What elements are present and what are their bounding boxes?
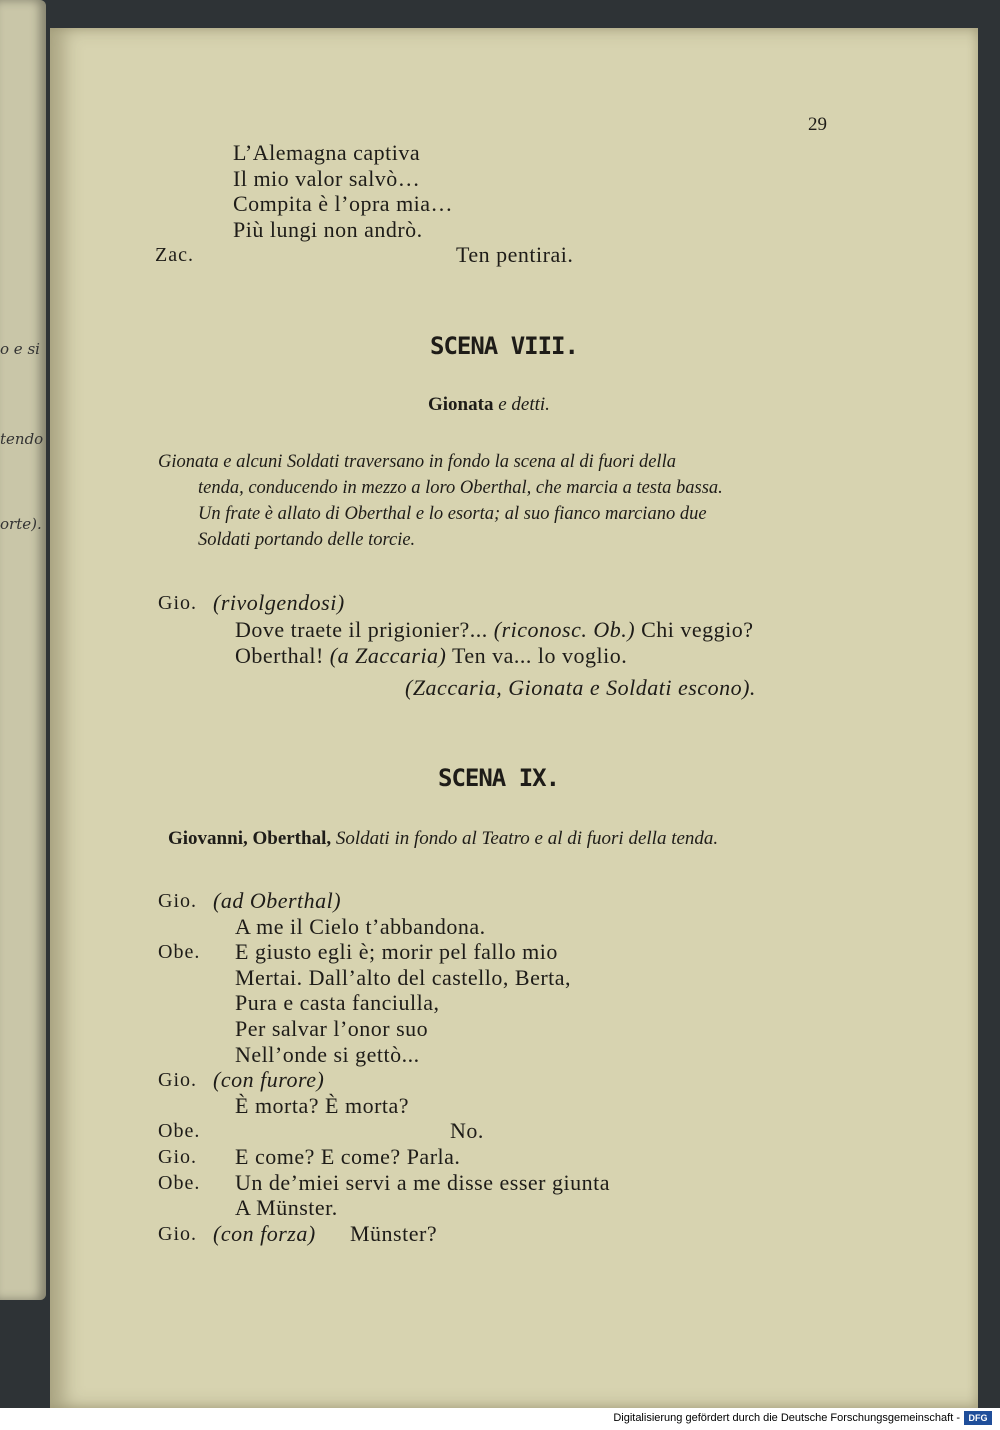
verse-line: L’Alemagna captiva xyxy=(233,140,421,165)
speaker-label: Gio. xyxy=(158,890,197,912)
speaker-label: Gio. xyxy=(158,1069,197,1092)
dialogue-text: Ten va... lo voglio. xyxy=(452,643,628,668)
page-number: 29 xyxy=(808,114,827,135)
dialogue-line: E giusto egli è; morir pel fallo mio xyxy=(235,939,558,965)
dfg-logo: DFG xyxy=(964,1411,992,1425)
dialogue-line xyxy=(235,617,754,643)
stage-direction: (ad Oberthal) xyxy=(213,888,342,913)
verse-line: Il mio valor salvò… xyxy=(233,166,421,191)
scene-title: SCENA IX. xyxy=(438,764,560,792)
stage-direction-line: Un frate è allato di Oberthal e lo esorta; al suo fianco marciano due xyxy=(198,504,707,524)
dialogue-line: A me il Cielo t’abbandona. xyxy=(235,913,486,939)
stage-direction-line: Gionata e alcuni Soldati traversano in fondo la scena al di fuori della xyxy=(158,452,676,472)
speaker-label: Gio. xyxy=(158,1222,197,1245)
stage-direction: (riconosc. Ob.) xyxy=(493,617,636,642)
verse-line: Ten pentirai. xyxy=(456,242,574,267)
scene-characters xyxy=(428,394,550,416)
stage-direction: (con forza) xyxy=(213,1220,316,1246)
dialogue-line xyxy=(235,643,627,669)
dialogue-line: È morta? È morta? xyxy=(235,1092,410,1118)
dialogue-line: Nell’onde si gettò... xyxy=(235,1041,420,1067)
verse-line: Più lungi non andrò. xyxy=(233,217,423,242)
book-page xyxy=(50,28,978,1408)
speaker-label: Gio. xyxy=(158,592,197,614)
dialogue-line: Per salvar l’onor suo xyxy=(235,1016,429,1041)
dialogue-line: Mertai. Dall’alto del castello, Berta, xyxy=(235,964,572,990)
stage-direction: (rivolgendosi) xyxy=(213,590,345,615)
footer-bar xyxy=(0,1408,1000,1430)
margin-fragment: orte). xyxy=(0,515,42,533)
stage-direction-line: tenda, conducendo in mezzo a loro Oberthal, che marcia a testa bassa. xyxy=(198,478,723,498)
verse-line: Compita è l’opra mia… xyxy=(233,191,454,216)
margin-fragment: o e si xyxy=(0,340,40,358)
dialogue-line: Münster? xyxy=(350,1220,438,1246)
characters-bold: Giovanni, Oberthal, xyxy=(168,828,332,849)
exit-direction: (Zaccaria, Gionata e Soldati escono). xyxy=(405,675,756,700)
facing-page-edge xyxy=(0,0,46,1300)
margin-fragment: tendo xyxy=(0,430,44,448)
stage-direction: (a Zaccaria) xyxy=(329,643,447,668)
dialogue-line: Un de’miei servi a me disse esser giunta xyxy=(235,1169,610,1195)
characters-italic: e detti. xyxy=(498,394,550,415)
characters-bold: Gionata xyxy=(428,394,494,415)
speaker-label: Obe. xyxy=(158,941,201,964)
dialogue-text: Dove traete il prigionier?... xyxy=(235,617,488,642)
dialogue-line: E come? E come? Parla. xyxy=(235,1144,461,1169)
speaker-label: Zac. xyxy=(155,244,194,266)
footer-credit: Digitalisierung gefördert durch die Deutsche Forschungsgemeinschaft - xyxy=(613,1412,960,1424)
speaker-label: Gio. xyxy=(158,1146,197,1168)
dialogue-text: Chi veggio? xyxy=(641,617,754,642)
speaker-label: Obe. xyxy=(158,1171,201,1194)
stage-direction-line: Soldati portando delle torcie. xyxy=(198,530,416,550)
dialogue-line: A Münster. xyxy=(235,1195,338,1221)
characters-italic: Soldati in fondo al Teatro e al di fuori della tenda. xyxy=(335,828,719,849)
scene-characters xyxy=(168,828,718,850)
dialogue-line: No. xyxy=(450,1118,484,1144)
stage-direction: (con furore) xyxy=(213,1067,325,1093)
dialogue-text: Oberthal! xyxy=(235,643,324,668)
speaker-label: Obe. xyxy=(158,1120,201,1143)
dialogue-line: Pura e casta fanciulla, xyxy=(235,990,440,1016)
scene-title: SCENA VIII. xyxy=(430,332,578,360)
